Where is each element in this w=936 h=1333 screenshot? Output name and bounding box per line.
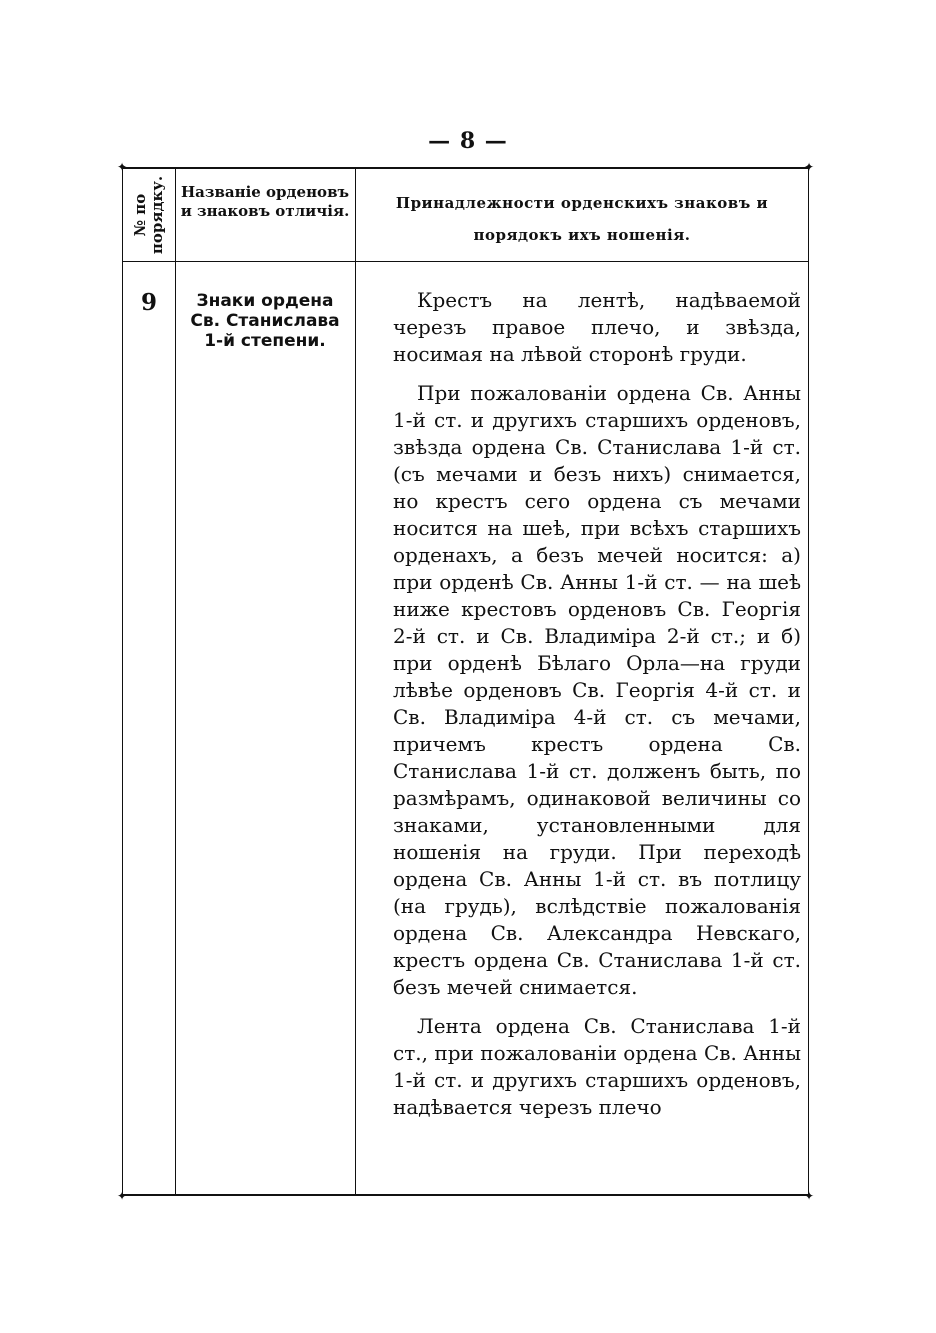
corner-ornament-icon: ✦ (117, 160, 128, 174)
header-name-label: Названіе орденовъ и знаковъ отличія. (180, 183, 350, 220)
description-paragraph: При пожалованіи ордена Св. Анны 1-й ст. и другихъ старшихъ орденовъ, звѣзда ордена Св. Станислава 1-й ст. (съ мечами и безъ нихъ) снимается, но крестъ сего ордена съ мечами носится на шеѣ, при всѣхъ старшихъ орденахъ, а безъ мечей носится: а) при орденѣ Св. Анны 1-й ст. — на шеѣ ниже крестовъ орденовъ Св. Георгія 2-й ст. и Св. Владиміра 2-й ст.; и б) при орденѣ Бѣлаго Орла—на груди лѣвѣе орденовъ Св. Георгія 4-й ст. и Св. Владиміра 4-й ст. съ мечами, причемъ крестъ ордена Св. Станислава 1-й ст. долженъ быть, по размѣрамъ, одинаковой величины со знаками, установленными для ношенія на груди. При переходѣ ордена Св. Анны 1-й ст. въ потлицу (на грудь), вслѣдствіе пожалованія ордена Св. Александра Невскаго, крестъ ордена Св. Станислава 1-й ст. безъ мечей снимается. (393, 381, 801, 999)
row-order-name: Знаки ордена Св. Станислава 1-й степени. (190, 291, 340, 351)
description-paragraph: Лента ордена Св. Станислава 1-й ст., при пожалованіи ордена Св. Анны 1-й ст. и другихъ старшихъ орденовъ, надѣвается черезъ плечо (393, 1014, 801, 1119)
description-paragraph: Крестъ на лентѣ, надѣваемой черезъ правое плечо, и звѣзда, носимая на лѣвой сторонѣ груди. (393, 288, 801, 366)
column-divider (355, 169, 356, 1194)
header-number-cell (123, 169, 175, 261)
page-number: — 8 — (428, 128, 508, 154)
header-number-label: № по порядку. (131, 175, 166, 255)
corner-ornament-icon: ✦ (117, 1189, 128, 1203)
column-divider (175, 169, 176, 1194)
header-divider (123, 261, 808, 262)
row-number: 9 (140, 289, 157, 316)
corner-ornament-icon: ✦ (804, 1189, 815, 1203)
header-description-label: Принадлежности орденскихъ знаковъ и порядокъ ихъ ношенія. (395, 194, 769, 244)
corner-ornament-icon: ✦ (804, 160, 815, 174)
row-description (393, 287, 801, 1133)
orders-table (117, 160, 815, 1203)
